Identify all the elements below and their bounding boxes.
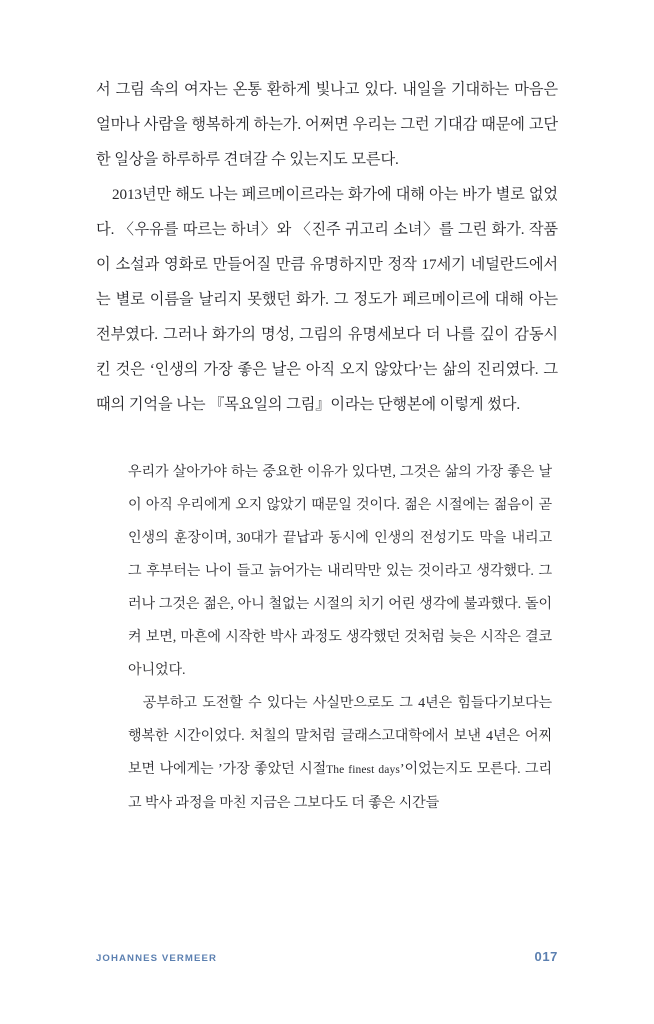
running-head: JOHANNES VERMEER <box>96 953 218 964</box>
main-text-block <box>96 72 558 422</box>
paragraph-1: 서 그림 속의 여자는 온통 환하게 빛나고 있다. 내일을 기대하는 마음은 얼마나 사람을 행복하게 하는가. 어쩌면 우리는 그런 기대감 때문에 고단한 일상을 하루하루 견뎌갈 수 있는지도 모른다. <box>96 81 558 168</box>
quote-paragraph-2 <box>128 687 552 820</box>
quoted-excerpt-block <box>96 456 558 820</box>
page-footer <box>96 949 558 964</box>
page-number: 017 <box>534 949 558 964</box>
quote-paragraph-2-before: 공부하고 도전할 수 있다는 사실만으로도 그 4년은 힘들다기보다는 행복한 시간이었다. 처칠의 말처럼 글래스고대학에서 보낸 4년은 어찌 보면 나에게는 ’가장 좋았던 시절 <box>128 695 552 777</box>
quote-paragraph-2-after: ’이었는지도 모른다. 그리고 박사 과정을 마친 지금은 그보다도 더 좋은 시간들 <box>128 761 552 811</box>
paragraph-2: 2013년만 해도 나는 페르메이르라는 화가에 대해 아는 바가 별로 없었다. 〈우유를 따르는 하녀〉와 〈진주 귀고리 소녀〉를 그린 화가. 작품이 소설과 영화로 만들어질 만큼 유명하지만 정작 17세기 네덜란드에서는 별로 이름을 날리지 못했던 화가. 그 정도가 페르메이르에 대해 아는 전부였다. 그러나 화가의 명성, 그림의 유명세보다 더 나를 깊이 감동시킨 것은 ‘인생의 가장 좋은 날은 아직 오지 않았다’는 삶의 진리였다. 그때의 기억을 나는 『목요일의 그림』이라는 단행본에 이렇게 썼다. <box>96 186 558 413</box>
inline-english-term: The finest days <box>326 764 400 776</box>
quote-paragraph-1: 우리가 살아가야 하는 중요한 이유가 있다면, 그것은 삶의 가장 좋은 날이 아직 우리에게 오지 않았기 때문일 것이다. 젊은 시절에는 젊음이 곧 인생의 훈장이며, 30대가 끝납과 동시에 인생의 전성기도 막을 내리고 그 후부터는 나이 들고 늙어가는 내리막만 있는 것이라고 생각했다. 그러나 그것은 젊은, 아니 철없는 시절의 치기 어린 생각에 불과했다. 돌이켜 보면, 마흔에 시작한 박사 과정도 생각했던 것처럼 늦은 시작은 결코 아니었다. <box>128 464 552 678</box>
